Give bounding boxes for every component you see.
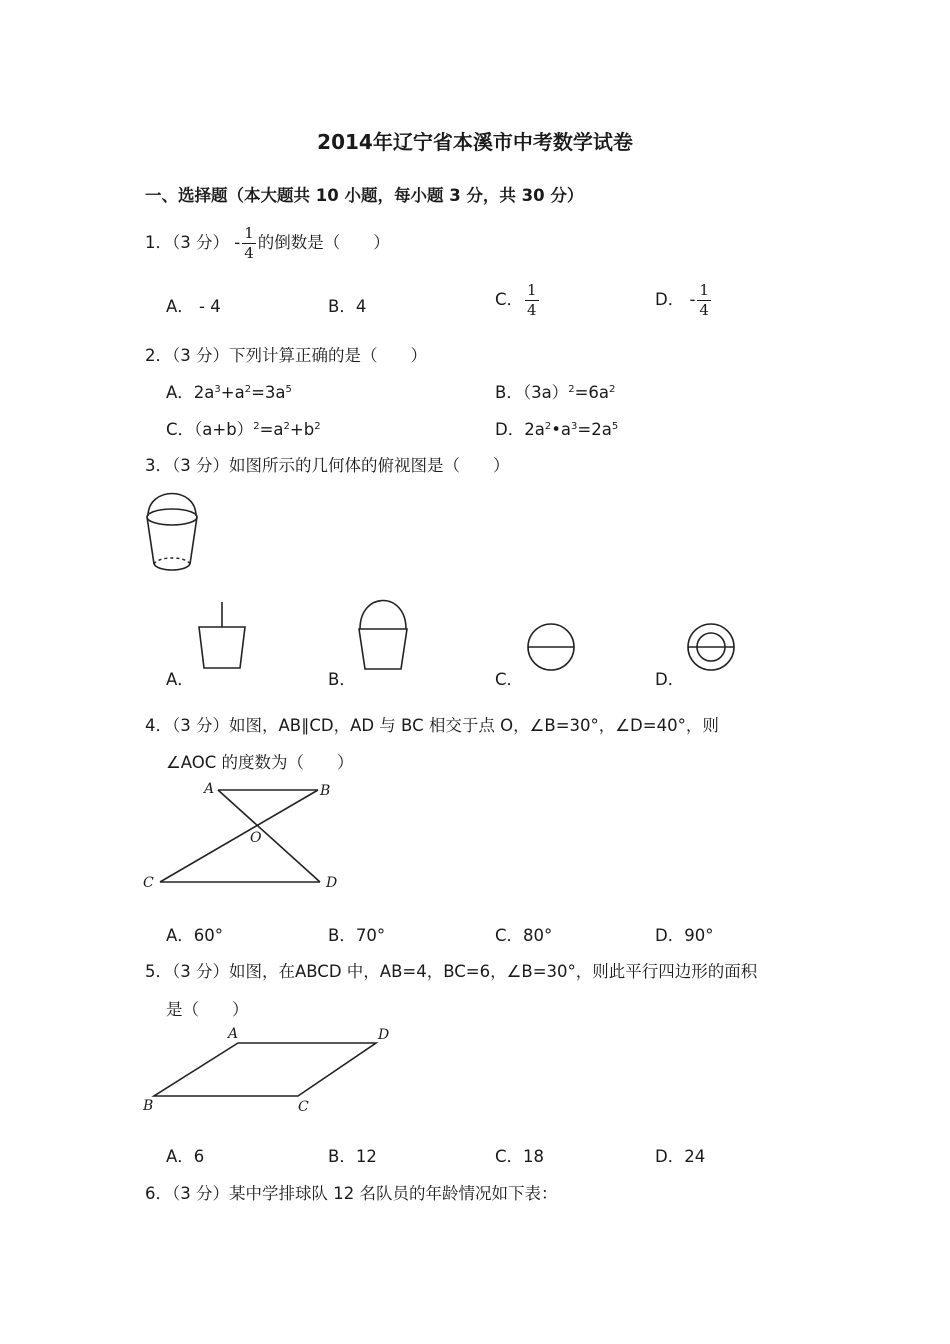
q1-option-c-label: C．: [495, 290, 524, 309]
q1-fraction: [242, 226, 256, 261]
q3-option-a-figure: [196, 600, 248, 672]
q4-option-b[interactable]: B．70°: [328, 926, 386, 945]
q2b-s1: 2: [568, 384, 575, 395]
q4-label-b: B: [320, 783, 331, 799]
q1-option-c[interactable]: [495, 283, 541, 318]
q1-suffix: 的倒数是（ ）: [257, 233, 390, 252]
q1-option-c-fraction: [525, 283, 539, 318]
q2c-t0: C．（a+b）: [166, 420, 254, 439]
q2d-t2: •a: [551, 420, 572, 439]
q2c-s1: 2: [253, 421, 260, 432]
q2d-t0: D．2a: [495, 420, 545, 439]
q1-fraction-den: 4: [244, 244, 254, 262]
q2c-t2: =a: [259, 420, 284, 439]
q1-option-b[interactable]: B．4: [328, 297, 367, 316]
q5-label-d: D: [378, 1027, 390, 1043]
q1-option-d[interactable]: [655, 283, 713, 318]
question-5-stem-line2: 是（ ）: [166, 1000, 249, 1019]
q2c-s5: 2: [314, 421, 321, 432]
q4-figure: [140, 776, 350, 896]
q4-option-d[interactable]: D．90°: [655, 926, 714, 945]
q4-option-c[interactable]: C．80°: [495, 926, 553, 945]
q5-label-b: B: [143, 1098, 154, 1114]
q3-option-b[interactable]: B．: [328, 670, 356, 689]
q5-label-a: A: [228, 1026, 239, 1042]
q3-option-a[interactable]: A．: [166, 670, 194, 689]
q1-c-num: 1: [527, 281, 537, 299]
q1-option-d-label: D． -: [655, 290, 696, 309]
q2a-t4: =3a: [251, 383, 286, 402]
q2d-s5: 5: [611, 421, 619, 432]
q1-c-den: 4: [527, 301, 537, 319]
question-4-stem-line1: 4．（3 分）如图，AB∥CD，AD 与 BC 相交于点 O，∠B=30°，∠D=40°，则: [145, 716, 719, 735]
q2-option-b[interactable]: [495, 379, 615, 403]
q4-label-d: D: [326, 875, 338, 891]
q2-option-d[interactable]: [495, 416, 618, 440]
q2a-t2: +a: [220, 383, 245, 402]
q2d-s3: 3: [571, 421, 578, 432]
q2b-s3: 2: [609, 384, 616, 395]
question-1-stem: [145, 226, 390, 261]
q4-label-c: C: [143, 875, 154, 891]
q5-parallelogram-figure: [140, 1024, 400, 1116]
section-heading: 一、选择题（本大题共 10 小题，每小题 3 分，共 30 分）: [145, 186, 584, 205]
q2a-t0: A．2a: [166, 383, 215, 402]
q4-label-o: O: [250, 830, 262, 846]
q2-option-a[interactable]: [166, 379, 292, 403]
q2a-s5: 5: [285, 384, 292, 395]
q1-option-d-fraction: [697, 283, 711, 318]
question-5-stem-line1: 5．（3 分）如图，在ABCD 中，AB=4，BC=6，∠B=30°，则此平行四边形的面积: [145, 962, 758, 981]
q1-option-a[interactable]: A． - 4: [166, 297, 221, 316]
q2d-t4: =2a: [577, 420, 612, 439]
q3-option-c-figure: [526, 622, 576, 672]
q1-prefix: 1．（3 分） -: [145, 233, 241, 252]
q2-option-c[interactable]: [166, 416, 321, 440]
bucket-figure: [140, 484, 204, 576]
q3-option-b-figure: [356, 597, 410, 673]
page-title: 2014年辽宁省本溪市中考数学试卷: [317, 130, 633, 154]
q5-option-a[interactable]: A．6: [166, 1147, 205, 1166]
question-6-stem: 6．（3 分）某中学排球队 12 名队员的年龄情况如下表：: [145, 1184, 558, 1203]
q4-label-a: A: [204, 781, 215, 797]
q3-option-c[interactable]: C．: [495, 670, 524, 689]
q2c-t4: +b: [289, 420, 315, 439]
q2b-t2: =6a: [574, 383, 609, 402]
question-3-stem: 3．（3 分）如图所示的几何体的俯视图是（ ）: [145, 456, 510, 475]
q4-option-a[interactable]: A．60°: [166, 926, 224, 945]
q5-option-d[interactable]: D．24: [655, 1147, 706, 1166]
q5-label-c: C: [298, 1099, 309, 1115]
q2d-s1: 2: [544, 421, 552, 432]
question-4-stem-line2: ∠AOC 的度数为（ ）: [166, 753, 354, 772]
q3-option-d[interactable]: D．: [655, 670, 685, 689]
q2a-s3: 2: [244, 384, 252, 395]
q3-option-d-figure: [686, 622, 736, 672]
q5-option-b[interactable]: B．12: [328, 1147, 377, 1166]
q1-d-den: 4: [699, 301, 709, 319]
question-2-stem: 2．（3 分）下列计算正确的是（ ）: [145, 346, 427, 365]
q2c-s3: 2: [283, 421, 290, 432]
q1-d-num: 1: [699, 281, 709, 299]
q2a-s1: 3: [214, 384, 221, 395]
q5-option-c[interactable]: C．18: [495, 1147, 545, 1166]
q2b-t0: B．（3a）: [495, 383, 569, 402]
q1-fraction-num: 1: [244, 224, 254, 242]
